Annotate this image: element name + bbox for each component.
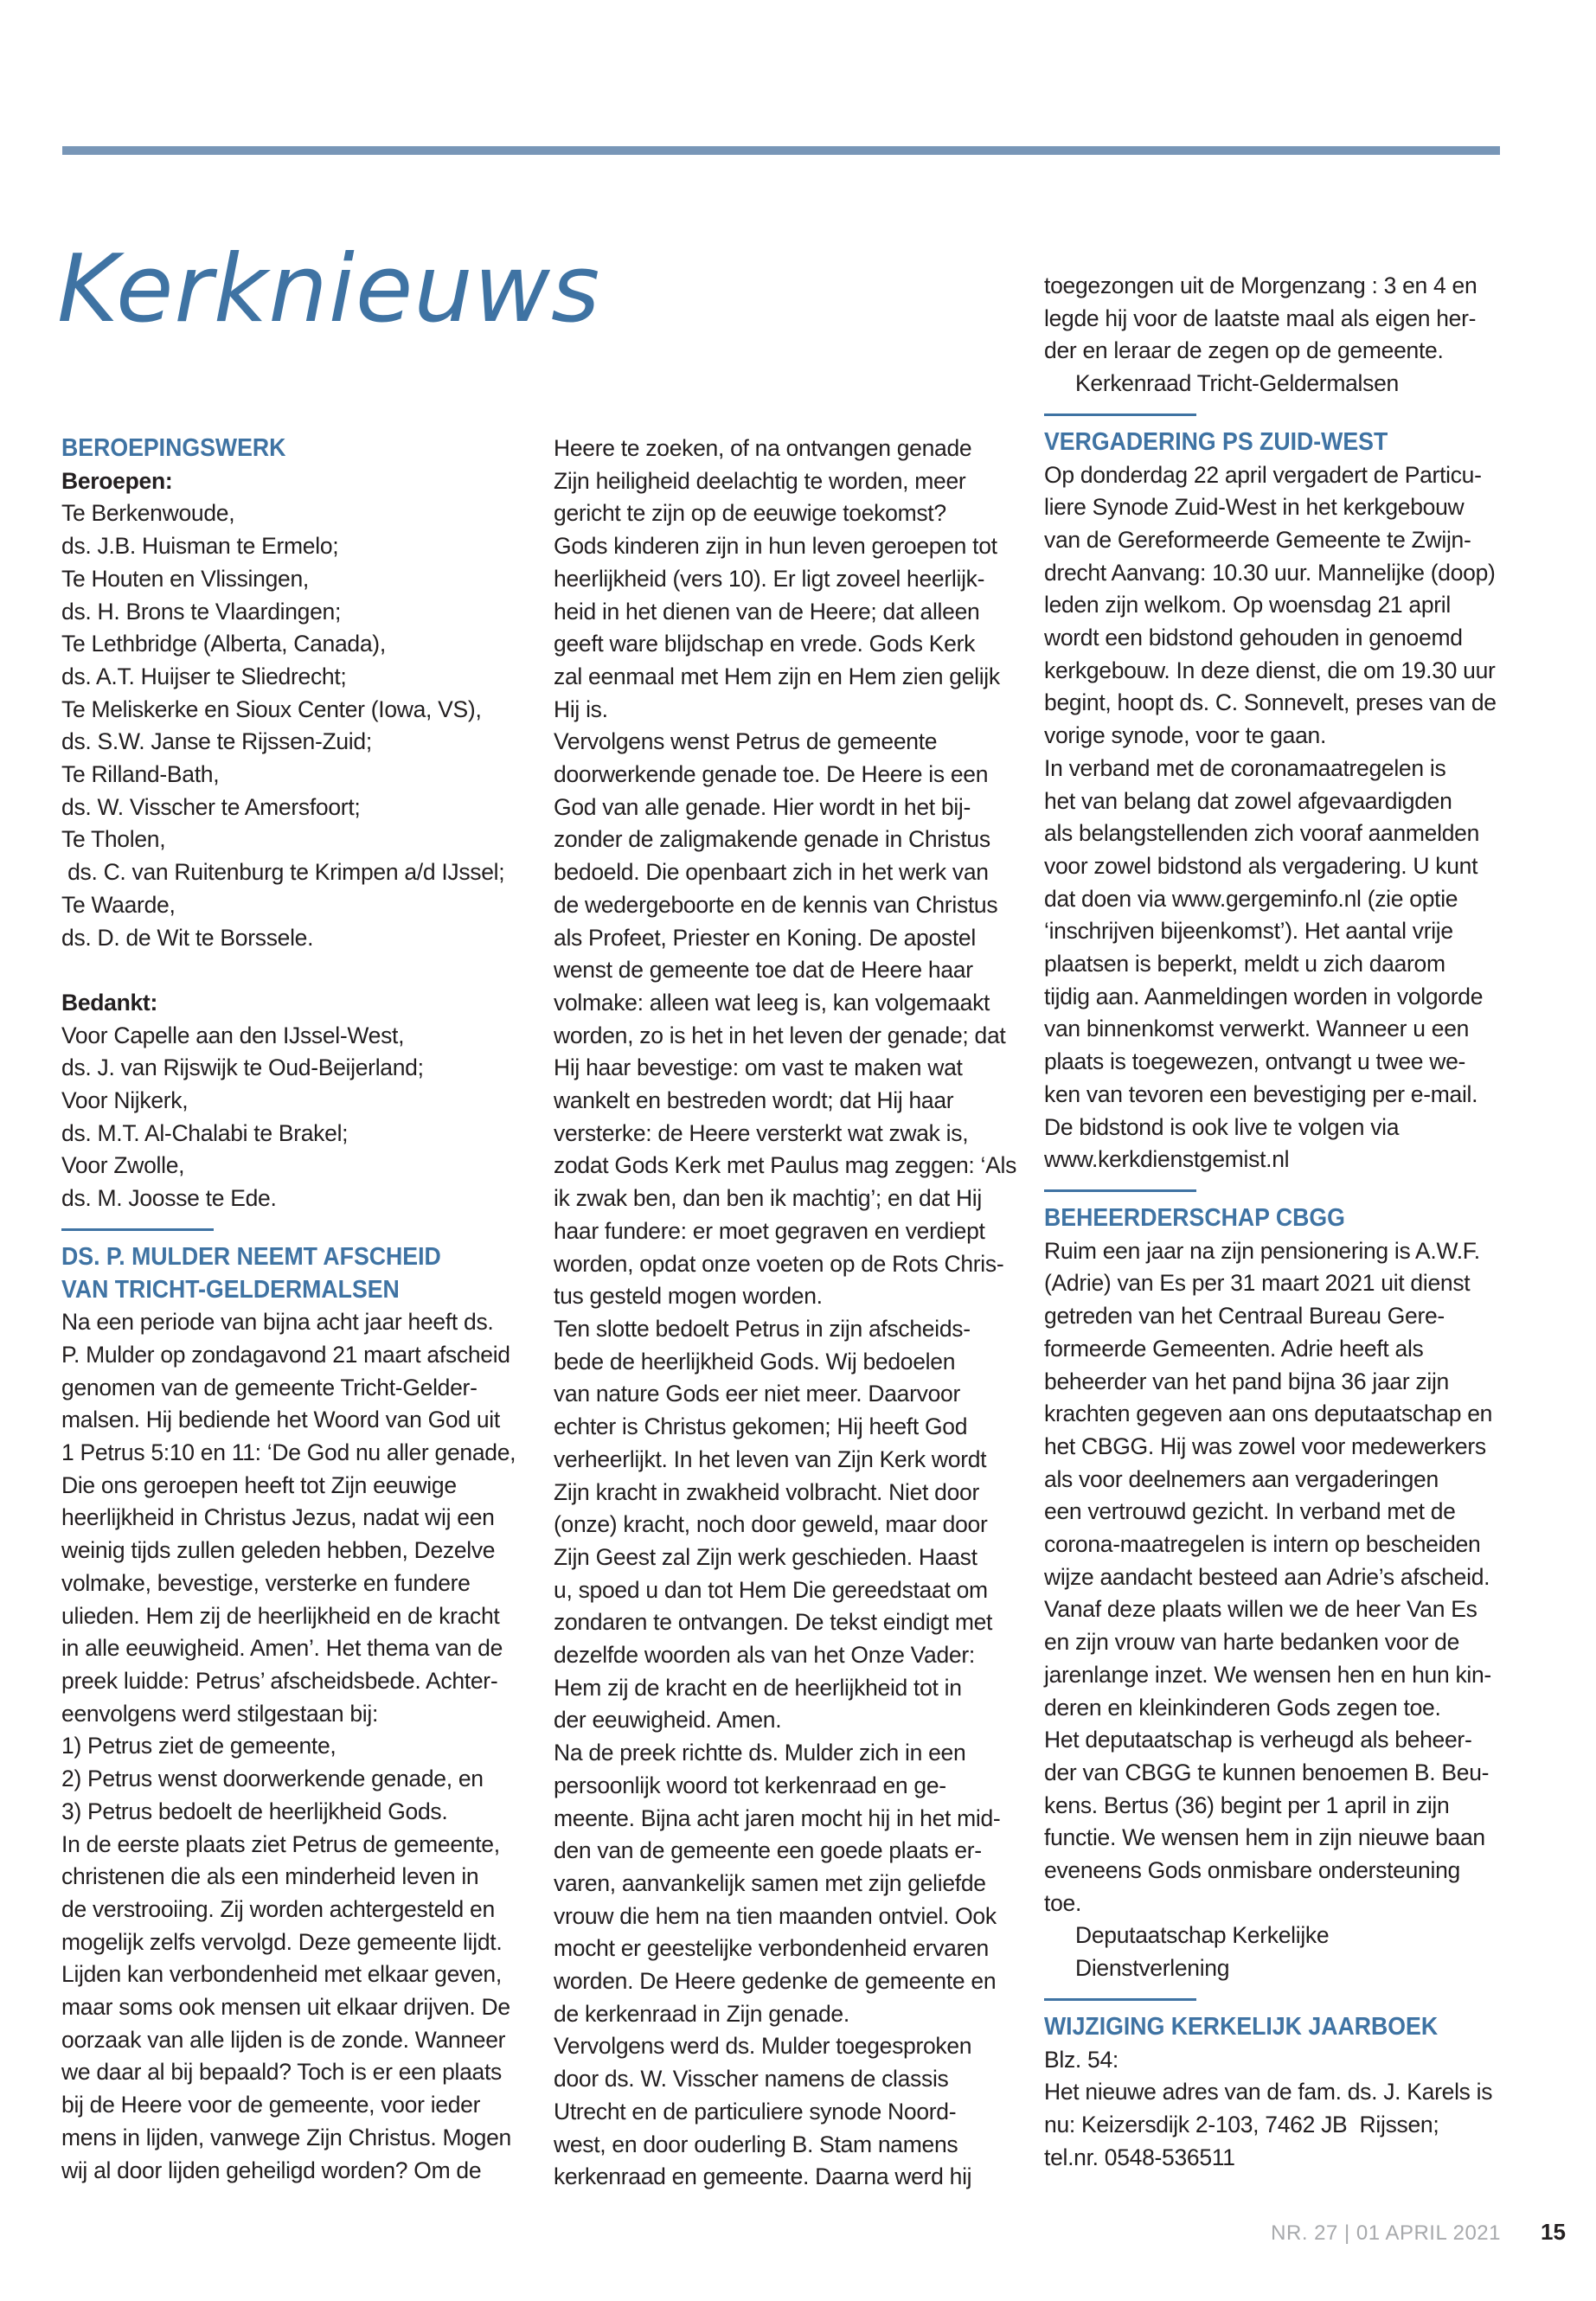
text-line: Het nieuwe adres van de fam. ds. J. Karels is — [1044, 2079, 1493, 2106]
text-line: het CBGG. Hij was zowel voor medewerkers — [1044, 1433, 1486, 1459]
text-line: varen, aanvankelijk samen met zijn geliefde — [554, 1869, 986, 1896]
text-line: wijze aandacht besteed aan Adrie’s afscheid. — [1044, 1563, 1490, 1590]
text-line: toe. — [1044, 1889, 1082, 1916]
text-line: ken van tevoren een bevestiging per e-mail. — [1044, 1080, 1478, 1107]
afscheid-signature: Kerkenraad Tricht-Geldermalsen — [1075, 370, 1399, 397]
text-line: vorige synode, voor te gaan. — [1044, 722, 1327, 749]
text-line: bij de Heere voor de gemeente, voor ieder — [61, 2092, 481, 2118]
text-line: plaatsen is beperkt, meldt u zich daarom — [1044, 951, 1445, 977]
text-line: weinig tijds zullen geleden hebben, Dezelve — [61, 1537, 496, 1564]
text-line: we daar al bij bepaald? Toch is er een plaats — [61, 2059, 502, 2086]
section-divider — [1044, 1998, 1196, 2001]
text-line: Het deputaatschap is verheugd als beheer- — [1044, 1727, 1472, 1753]
text-line: kerkgebouw. In deze dienst, die om 19.30 uur — [1044, 657, 1496, 683]
text-line: preek luidde: Petrus’ afscheidsbede. Achter- — [61, 1668, 498, 1694]
column-3 — [1044, 270, 1520, 2174]
beroepen-line: Te Rilland-Bath, — [61, 761, 220, 788]
column-1 — [61, 433, 537, 2187]
bedankt-line: Voor Nijkerk, — [61, 1087, 189, 1114]
text-line: en zijn vrouw van harte bedanken voor de — [1044, 1629, 1460, 1656]
text-line: worden, opdat onze voeten op de Rots Chris- — [554, 1250, 1004, 1277]
text-line: kerkenraad en gemeente. Daarna werd hij — [554, 2163, 972, 2190]
text-line: tus gesteld mogen worden. — [554, 1283, 823, 1310]
text-line: ‘inschrijven bijeenkomst’). Het aantal vrije — [1044, 918, 1453, 945]
issue-footer: NR. 27 | 01 APRIL 2021 — [1271, 2221, 1501, 2245]
section-afscheid — [61, 1241, 537, 2187]
text-line: mocht er geestelijke verbondenheid ervaren — [554, 1935, 989, 1962]
text-line: den van de gemeente een goede plaats er- — [554, 1837, 982, 1864]
text-line: worden. De Heere gedenke de gemeente en — [554, 1968, 997, 1995]
text-line: zondaren te ontvangen. De tekst eindigt met — [554, 1609, 993, 1636]
section-divider — [61, 1228, 214, 1231]
beroepen-line: ds. H. Brons te Vlaardingen; — [61, 598, 342, 625]
text-line: wordt een bidstond gehouden in genoemd — [1044, 625, 1463, 651]
bedankt-line: Voor Capelle aan den IJssel-West, — [61, 1022, 405, 1048]
text-line: Zijn heiligheid deelachtig te worden, meer — [554, 467, 966, 494]
text-line: zodat Gods Kerk met Paulus mag zeggen: ‘Als — [554, 1152, 1017, 1179]
text-line: worden, zo is het in het leven der genade; dat — [554, 1022, 1006, 1048]
beroepen-line: Te Meliskerke en Sioux Center (Iowa, VS), — [61, 695, 482, 722]
beheerderschap-signature: Deputaatschap Kerkelijke — [1075, 1922, 1330, 1949]
bedankt-line: ds. M.T. Al-Chalabi te Brakel; — [61, 1119, 349, 1146]
text-line: Na een periode van bijna acht jaar heeft ds. — [61, 1309, 494, 1336]
text-line: plaats is toegewezen, ontvangt u twee we- — [1044, 1048, 1466, 1075]
text-line: (onze) kracht, noch door geweld, maar door — [554, 1511, 988, 1538]
text-line: haar fundere: er moet gegraven en verdiept — [554, 1217, 985, 1244]
text-line: volmake: alleen wat leeg is, kan volgemaakt — [554, 989, 990, 1016]
text-line: Lijden kan verbondenheid met elkaar geven, — [61, 1961, 502, 1988]
text-line: toegezongen uit de Morgenzang : 3 en 4 en — [1044, 272, 1477, 298]
text-line: christenen die als een minderheid leven in — [61, 1863, 479, 1890]
text-line: wij al door lijden geheiligd worden? Om de — [61, 2157, 482, 2183]
page-title: Kerknieuws — [57, 235, 601, 343]
text-line: kens. Bertus (36) begint per 1 april in zijn — [1044, 1791, 1450, 1818]
text-line: Heere te zoeken, of na ontvangen genade — [554, 435, 972, 461]
text-line: ik zwak ben, dan ben ik machtig’; en dat Hij — [554, 1185, 982, 1212]
text-line: in alle eeuwigheid. Amen’. Het thema van de — [61, 1635, 503, 1662]
text-line: als Profeet, Priester en Koning. De apostel — [554, 924, 976, 951]
text-line: zonder de zaligmakende genade in Christus — [554, 826, 990, 853]
text-line: nu: Keizersdijk 2-103, 7462 JB Rijssen; — [1044, 2111, 1439, 2138]
section-heading: VAN TRICHT-GELDERMALSEN — [61, 1275, 400, 1304]
text-line: heerlijkheid (vers 10). Er ligt zoveel heerlijk- — [554, 565, 985, 592]
beroepen-line: Te Waarde, — [61, 891, 176, 918]
text-line: Gods kinderen zijn in hun leven geroepen tot — [554, 533, 997, 560]
section-heading: VERGADERING PS ZUID-WEST — [1044, 427, 1388, 456]
text-line: vrouw die hem na tien maanden ontviel. Ook — [554, 1902, 997, 1929]
text-line: tel.nr. 0548-536511 — [1044, 2144, 1235, 2170]
text-line: geeft ware blijdschap en vrede. Gods Kerk — [554, 631, 976, 657]
text-line: malsen. Hij bediende het Woord van God uit — [61, 1407, 500, 1433]
text-line: 1) Petrus ziet de gemeente, — [61, 1733, 337, 1759]
section-jaarboek — [1044, 2011, 1520, 2175]
section-heading: WIJZIGING KERKELIJK JAARBOEK — [1044, 2012, 1439, 2041]
text-line: Zijn Geest zal Zijn werk geschieden. Haast — [554, 1543, 977, 1570]
text-line: volmake, bevestige, versterke en fundere — [61, 1569, 471, 1596]
text-line: de verstrooiing. Zij worden achtergesteld en — [61, 1895, 495, 1922]
text-line: 1 Petrus 5:10 en 11: ‘De God nu aller genade, — [61, 1439, 516, 1466]
beroepen-line: Te Tholen, — [61, 826, 166, 853]
text-line: voor zowel bidstond als vergadering. U kunt — [1044, 852, 1478, 879]
text-line: Na de preek richtte ds. Mulder zich in een — [554, 1740, 966, 1766]
section-divider — [1044, 1189, 1196, 1192]
beroepen-line: ds. W. Visscher te Amersfoort; — [61, 793, 361, 820]
text-line: verheerlijkt. In het leven van Zijn Kerk wordt — [554, 1445, 987, 1472]
beroepen-label: Beroepen: — [61, 467, 173, 494]
text-line: heerlijkheid in Christus Jezus, nadat wij een — [61, 1504, 495, 1531]
text-line: leden zijn welkom. Op woensdag 21 april — [1044, 592, 1451, 619]
text-line: P. Mulder op zondagavond 21 maart afscheid — [61, 1341, 510, 1368]
text-line: eenvolgens werd stilgestaan bij: — [61, 1700, 379, 1727]
text-line: De bidstond is ook live te volgen via — [1044, 1113, 1400, 1140]
top-rule — [62, 146, 1500, 155]
text-line: In verband met de coronamaatregelen is — [1044, 754, 1446, 781]
text-line: als belangstellenden zich vooraf aanmelden — [1044, 820, 1480, 847]
beroepen-line: ds. J.B. Huisman te Ermelo; — [61, 533, 339, 560]
text-line: van binnenkomst verwerkt. Wanneer u een — [1044, 1016, 1470, 1042]
text-line: der van CBGG te kunnen benoemen B. Beu- — [1044, 1759, 1490, 1785]
beroepen-line: ds. A.T. Huijser te Sliedrecht; — [61, 663, 347, 689]
text-line: meente. Bijna acht jaren mocht hij in het mid- — [554, 1804, 1001, 1831]
text-line: persoonlijk woord tot kerkenraad en ge- — [554, 1772, 946, 1798]
text-line: Ruim een jaar na zijn pensionering is A.W.F. — [1044, 1237, 1480, 1264]
section-heading: BEHEERDERSCHAP CBGG — [1044, 1203, 1345, 1232]
section-heading: DS. P. MULDER NEEMT AFSCHEID — [61, 1242, 441, 1271]
text-line: Utrecht en de particuliere synode Noord- — [554, 2098, 957, 2125]
text-line: begint, hoopt ds. C. Sonnevelt, preses van de — [1044, 689, 1497, 716]
text-line: zal eenmaal met Hem zijn en Hem zien gelijk — [554, 663, 1000, 689]
beheerderschap-signature: Dienstverlening — [1075, 1955, 1230, 1982]
beroepen-line: Te Berkenwoude, — [61, 500, 235, 527]
text-line: getreden van het Centraal Bureau Gere- — [1044, 1303, 1445, 1330]
beroepen-line: Te Houten en Vlissingen, — [61, 565, 309, 592]
text-line: Op donderdag 22 april vergadert de Particu- — [1044, 461, 1482, 488]
beroepen-line: Te Lethbridge (Alberta, Canada), — [61, 631, 386, 657]
text-line: Hem zij de kracht en de heerlijkheid tot in — [554, 1674, 962, 1701]
text-line: 3) Petrus bedoelt de heerlijkheid Gods. — [61, 1798, 448, 1824]
text-line: west, en door ouderling B. Stam namens — [554, 2131, 958, 2157]
text-line: gericht te zijn op de eeuwige toekomst? — [554, 500, 946, 527]
bedankt-line: Voor Zwolle, — [61, 1152, 185, 1179]
text-line: Vervolgens wenst Petrus de gemeente — [554, 728, 938, 755]
text-line: jarenlange inzet. We wensen hen en hun kin- — [1044, 1661, 1491, 1688]
text-line: wankelt en bestreden wordt; dat Hij haar — [554, 1087, 954, 1114]
text-line: Hij is. — [554, 695, 608, 722]
text-line: u, spoed u dan tot Hem Die gereedstaat om — [554, 1576, 988, 1603]
text-line: genomen van de gemeente Tricht-Gelder- — [61, 1374, 478, 1400]
text-line: de wedergeboorte en de kennis van Christus — [554, 891, 998, 918]
text-line: Die ons geroepen heeft tot Zijn eeuwige — [61, 1471, 457, 1498]
text-line: dezelfde woorden als van het Onze Vader: — [554, 1642, 975, 1669]
afscheid-text-col1 — [61, 1306, 537, 2187]
section-divider — [1044, 413, 1196, 416]
text-line: dat doen via www.gergeminfo.nl (zie optie — [1044, 885, 1458, 912]
section-heading: BEROEPINGSWERK — [61, 434, 286, 462]
text-line: bede de heerlijkheid Gods. Wij bedoelen — [554, 1348, 956, 1375]
text-line: liere Synode Zuid-West in het kerkgebouw — [1044, 494, 1465, 521]
text-line: als voor deelnemers aan vergaderingen — [1044, 1465, 1439, 1492]
text-line: Hij haar bevestige: om vast te maken wat — [554, 1054, 963, 1081]
column-2 — [554, 433, 1029, 2194]
afscheid-text-col3 — [1044, 270, 1520, 401]
text-line: In de eerste plaats ziet Petrus de gemeente, — [61, 1830, 500, 1857]
text-line: bedoeld. Die openbaart zich in het werk van — [554, 859, 989, 886]
text-line: versterke: de Heere versterkt wat zwak is, — [554, 1119, 969, 1146]
text-line: der en leraar de zegen op de gemeente. — [1044, 337, 1444, 364]
bedankt-line: ds. M. Joosse te Ede. — [61, 1185, 277, 1212]
beroepen-line: ds. D. de Wit te Borssele. — [61, 924, 314, 951]
text-line: mogelijk zelfs vervolgd. Deze gemeente lijdt. — [61, 1928, 503, 1955]
text-line: Zijn kracht in zwakheid volbracht. Niet door — [554, 1478, 979, 1505]
text-line: doorwerkende genade toe. De Heere is een — [554, 761, 989, 788]
text-line: door ds. W. Visscher namens de classis — [554, 2066, 949, 2093]
bedankt-line: ds. J. van Rijswijk te Oud-Beijerland; — [61, 1054, 424, 1081]
text-line: mens in lijden, vanwege Zijn Christus. Mogen — [61, 2124, 511, 2150]
text-line: formeerde Gemeenten. Adrie heeft als — [1044, 1335, 1424, 1362]
text-line: krachten gegeven aan ons deputaatschap en — [1044, 1400, 1493, 1427]
bedankt-label: Bedankt: — [61, 989, 157, 1016]
text-line: (Adrie) van Es per 31 maart 2021 uit dienst — [1044, 1270, 1471, 1297]
page-number: 15 — [1541, 2219, 1566, 2245]
text-line: drecht Aanvang: 10.30 uur. Mannelijke (doop) — [1044, 559, 1496, 586]
text-line: tijdig aan. Aanmeldingen worden in volgorde — [1044, 983, 1484, 1009]
text-line: ulieden. Hem zij de heerlijkheid en de kracht — [61, 1602, 500, 1629]
beroepen-line: ds. S.W. Janse te Rijssen-Zuid; — [61, 728, 372, 755]
text-line: corona-maatregelen is intern op bescheiden — [1044, 1531, 1481, 1558]
text-line: beheerder van het pand bijna 36 jaar zijn — [1044, 1368, 1449, 1394]
section-beheerderschap — [1044, 1202, 1520, 1985]
afscheid-text-col2 — [554, 433, 1029, 2194]
text-line: legde hij voor de laatste maal als eigen her- — [1044, 304, 1477, 331]
section-beroepingswerk — [61, 433, 537, 1215]
text-line: echter is Christus gekomen; Hij heeft God — [554, 1413, 968, 1440]
text-line: wenst de gemeente toe dat de Heere haar — [554, 957, 973, 984]
text-line: Ten slotte bedoelt Petrus in zijn afscheids- — [554, 1315, 971, 1342]
text-line: heid in het dienen van de Heere; dat alleen — [554, 598, 980, 625]
text-line: van nature Gods eer niet meer. Daarvoor — [554, 1381, 960, 1407]
text-line: 2) Petrus wenst doorwerkende genade, en — [61, 1766, 484, 1792]
text-line: het van belang dat zowel afgevaardigden — [1044, 787, 1452, 814]
text-line: een vertrouwd gezicht. In verband met de — [1044, 1498, 1456, 1525]
text-line: God van alle genade. Hier wordt in het bij- — [554, 793, 971, 820]
text-line: maar soms ook mensen uit elkaar drijven. De — [61, 1994, 510, 2021]
text-line: eveneens Gods onmisbare ondersteuning — [1044, 1857, 1460, 1884]
beroepen-line: ds. C. van Ruitenburg te Krimpen a/d IJssel; — [61, 859, 505, 886]
text-line: Blz. 54: — [1044, 2046, 1118, 2073]
text-line: der eeuwigheid. Amen. — [554, 1707, 782, 1734]
section-vergadering — [1044, 426, 1520, 1176]
text-line: www.kerkdienstgemist.nl — [1044, 1146, 1290, 1173]
text-line: deren en kleinkinderen Gods zegen toe. — [1044, 1694, 1441, 1721]
text-line: Vervolgens werd ds. Mulder toegesproken — [554, 2033, 972, 2060]
text-line: functie. We wensen hem in zijn nieuwe baan — [1044, 1824, 1485, 1851]
text-line: oorzaak van alle lijden is de zonde. Wanneer — [61, 2026, 506, 2053]
text-line: Vanaf deze plaats willen we de heer Van Es — [1044, 1596, 1477, 1623]
text-line: van de Gereformeerde Gemeente te Zwijn- — [1044, 526, 1471, 553]
text-line: de kerkenraad in Zijn genade. — [554, 2000, 849, 2027]
